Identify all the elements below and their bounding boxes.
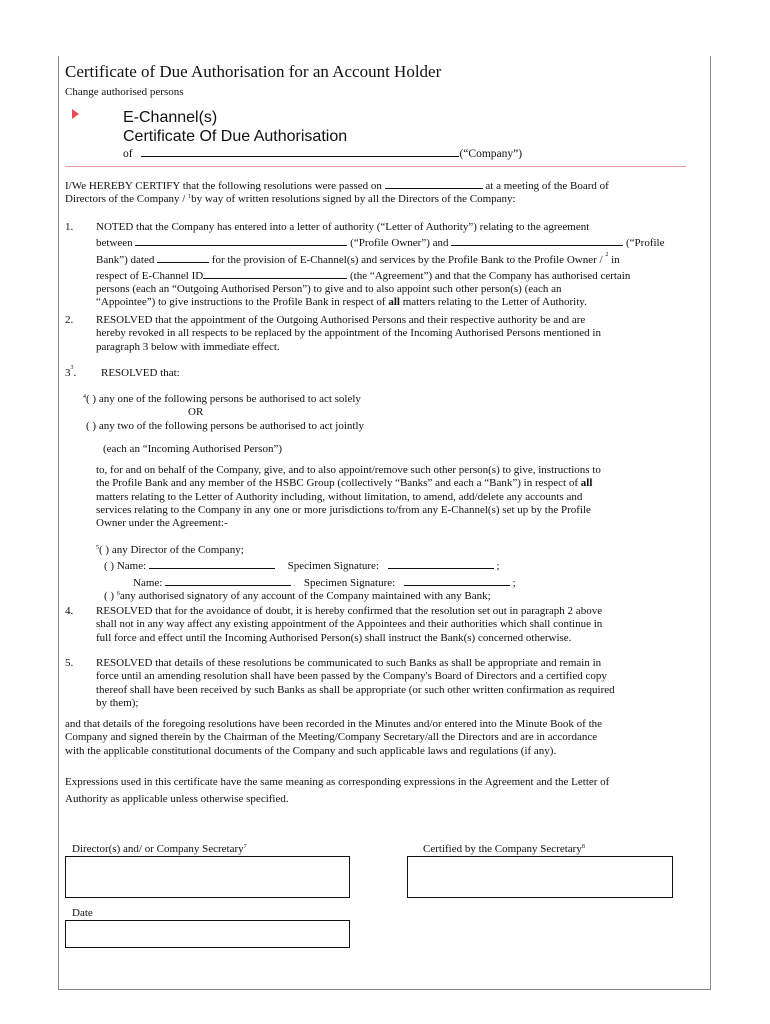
echannel-id-field[interactable] — [203, 267, 347, 279]
para-text: all — [580, 477, 593, 490]
company-line — [123, 145, 522, 160]
directors-label — [72, 843, 247, 856]
para-line: services relating to the Company in any one or more jurisdictions to/from any E-Channel(s) set up by the Profile — [96, 503, 591, 516]
para-text: all — [388, 296, 400, 309]
divider — [65, 166, 686, 167]
signature-label: Specimen Signature: — [303, 576, 396, 589]
certificate-heading — [123, 108, 347, 146]
para-line: full force and effect until the Incoming Authorised Person(s) shall instruct the Bank(s) concerned otherwise. — [96, 631, 572, 644]
label-text: Director(s) and/ or Company Secretary — [72, 843, 244, 855]
name-field-2[interactable] — [165, 574, 291, 586]
para-line: shall not in any way affect any existing appointment of the Appointees and their authorities which shall continue in — [96, 618, 603, 631]
para-text: for the provision of E-Channel(s) and services by the Profile Bank to the Profile Owner / — [211, 253, 603, 266]
option-solely[interactable]: ( ) any one of the following persons be authorised to act solely — [86, 393, 361, 405]
para-line: Authority as applicable unless otherwise specified. — [65, 793, 289, 805]
option-any-director[interactable]: ( ) any Director of the Company; — [99, 544, 244, 556]
para-text: (the “Agreement”) and that the Company has authorised certain — [349, 269, 631, 282]
para-line: RESOLVED that the appointment of the Outgoing Authorised Persons and their respective authority be and are — [96, 314, 586, 326]
heading-echannels: E-Channel(s) — [123, 109, 218, 126]
company-name-field[interactable] — [141, 145, 459, 157]
secretary-signature-box[interactable] — [407, 856, 673, 898]
para-text: between — [96, 237, 133, 250]
para-line: matters relating to the Letter of Authority including, without limitation, to amend, add/delete any accounts and — [96, 490, 583, 503]
footnote-ref: 6 — [116, 590, 120, 597]
option-named-person[interactable]: ( ) Name: — [104, 560, 147, 573]
or-label: OR — [188, 406, 204, 419]
name-field-1[interactable] — [149, 557, 275, 569]
para-text: any authorised signatory of any account of the Company maintained with any Bank; — [119, 589, 491, 602]
agreement-date-field[interactable] — [157, 251, 209, 263]
option-jointly[interactable]: ( ) any two of the following persons be authorised to act jointly — [86, 419, 364, 432]
certified-label — [423, 843, 585, 856]
heading-certificate: Certificate Of Due Authorisation — [123, 128, 348, 145]
signature-label: Specimen Signature: — [287, 560, 379, 573]
signature-field-2[interactable] — [404, 574, 510, 586]
para-num-text: 3 — [65, 367, 71, 379]
footnote-ref: 5 — [96, 545, 99, 551]
para-line: with the applicable constitutional documents of the Company and such applicable laws and regulations (if any). — [65, 744, 557, 757]
para-line: paragraph 3 below with immediate effect. — [96, 340, 280, 353]
para-line: RESOLVED that details of these resolutions be communicated to such Banks as shall be appropriate and remain in — [96, 657, 602, 669]
authorised-persons-list — [96, 544, 708, 603]
para-line: hereby revoked in all respects to be replaced by the appointment of the Incoming Authorised Persons mentioned in — [96, 327, 601, 340]
resolution-date-field[interactable] — [385, 177, 483, 189]
para-text: “Appointee”) to give instructions to the Profile Bank in respect of — [96, 296, 386, 309]
separator: ; — [512, 576, 516, 589]
para-text: the Profile Bank and any member of the HSBC Group (collectively “Banks” and each a “Bank”) in respect of — [96, 477, 579, 490]
para-line: and that details of the foregoing resolutions have been recorded in the Minutes and/or entered into the Minute Book of the — [65, 718, 603, 730]
paragraph-1 — [96, 221, 708, 310]
para-line: Expressions used in this certificate have the same meaning as corresponding expressions in the Agreement and the Letter of — [65, 776, 610, 788]
expressions-paragraph — [65, 774, 710, 808]
resolved-that: RESOLVED that: — [101, 367, 180, 379]
separator: ; — [496, 560, 500, 573]
para-number: 4. — [65, 605, 74, 617]
intro-text: at a meeting of the Board of — [485, 180, 609, 192]
option-any-signatory[interactable]: ( ) — [104, 589, 115, 602]
page-title: Certificate of Due Authorisation for an Account Holder — [65, 62, 442, 81]
flag-icon — [72, 109, 79, 119]
footnote-ref: 4 — [83, 394, 86, 400]
footnote-ref: 3 — [70, 365, 74, 371]
para-line: Owner under the Agreement:- — [96, 517, 228, 530]
para-line: to, for and on behalf of the Company, give, and to also appoint/remove such other person(s) to give, instructions to — [96, 464, 601, 476]
name-label: Name: — [133, 576, 163, 589]
para-number: 5. — [65, 657, 74, 669]
para-text: respect of E-Channel ID — [96, 269, 204, 282]
profile-bank-field[interactable] — [451, 234, 623, 246]
footnote-ref: 7 — [243, 844, 247, 850]
paragraph-5 — [96, 657, 708, 710]
para-num-text: . — [73, 367, 77, 379]
para-text: matters relating to the Letter of Authority. — [402, 296, 587, 309]
para-number — [65, 367, 76, 379]
director-signature-box[interactable] — [65, 856, 350, 898]
footnote-ref: 2 — [605, 251, 609, 258]
date-field[interactable] — [65, 920, 350, 948]
footnote-ref: 8 — [581, 844, 585, 850]
para-number: 1. — [65, 221, 74, 233]
signature-field-1[interactable] — [388, 557, 494, 569]
paragraph-4 — [96, 605, 708, 645]
para-line: Company and signed therein by the Chairman of the Meeting/Company Secretary/all the Directors and are in accordance — [65, 731, 598, 744]
para-line: RESOLVED that for the avoidance of doubt, it is hereby confirmed that the resolution set out in paragraph 2 above — [96, 605, 603, 617]
para-line: persons (each an “Outgoing Authorised Person”) to give and to also appoint such other person(s) (each an — [96, 283, 562, 296]
para-text: in — [611, 253, 620, 266]
para-number: 2. — [65, 314, 74, 326]
intro-text: I/We HEREBY CERTIFY that the following resolutions were passed on — [65, 180, 382, 192]
footnote-ref: 1 — [188, 194, 192, 201]
closing-paragraph — [65, 718, 710, 758]
paragraph-3-body — [96, 464, 708, 530]
authority-options — [83, 393, 503, 433]
intro-text: Directors of the Company / — [65, 193, 186, 206]
para-text: (“Profile Owner”) and — [350, 237, 449, 250]
intro-paragraph — [65, 177, 705, 207]
intro-text: by way of written resolutions signed by all the Directors of the Company: — [191, 193, 516, 206]
label-text: Certified by the Company Secretary — [423, 843, 582, 855]
para-line: force until an amending resolution shall have been passed by the Company's Board of Directors and a certified copy — [96, 670, 607, 683]
para-text: (“Profile — [626, 237, 665, 250]
company-label: (“Company”) — [459, 148, 523, 160]
date-label: Date — [72, 907, 93, 919]
profile-owner-field[interactable] — [135, 234, 347, 246]
of-label: of — [123, 148, 133, 160]
incoming-authorised-label: (each an “Incoming Authorised Person”) — [103, 443, 282, 455]
page-subtitle: Change authorised persons — [65, 86, 184, 98]
para-line: thereof shall have been received by such Banks as shall be appropriate (or such other written confirmation as required — [96, 683, 615, 696]
para-line: by them); — [96, 696, 139, 709]
para-text: Bank”) dated — [96, 253, 155, 266]
paragraph-2 — [96, 314, 708, 354]
para-line: NOTED that the Company has entered into a letter of authority (“Letter of Authority”) relating to the agreement — [96, 221, 590, 233]
